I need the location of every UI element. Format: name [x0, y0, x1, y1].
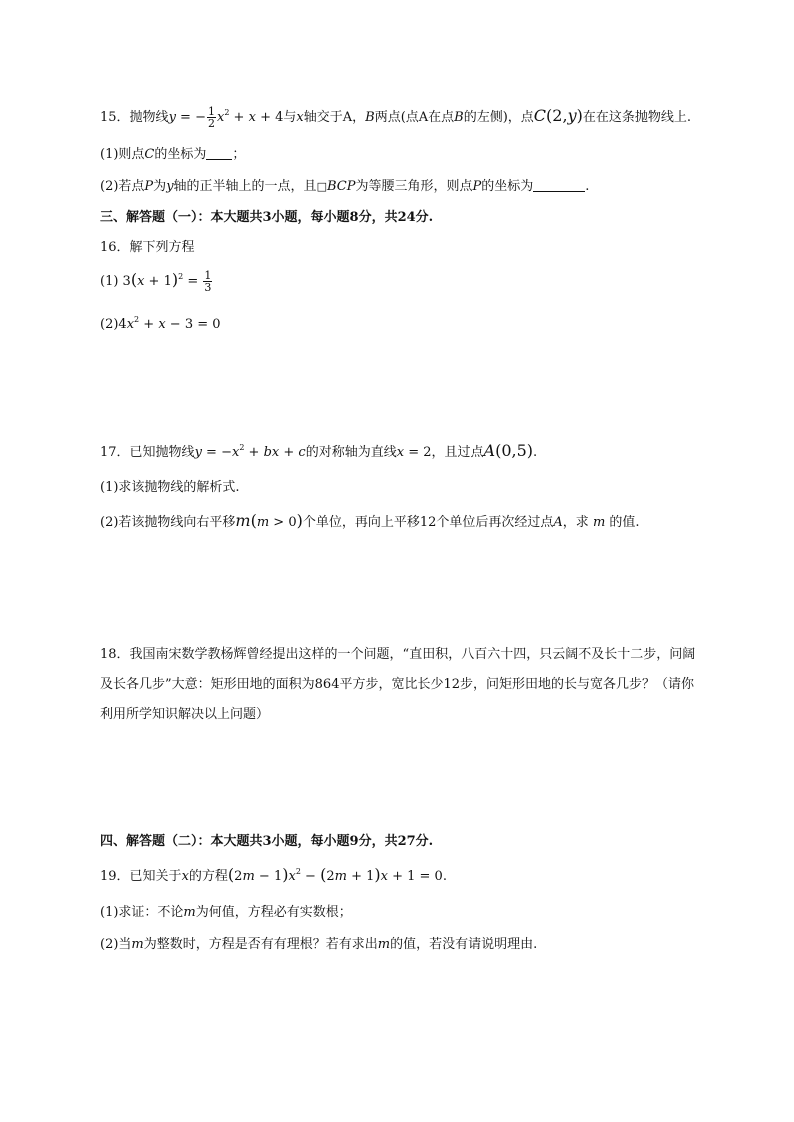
answer-blank[interactable] — [206, 147, 232, 160]
question-17-line: 17．已知抛物线$y = -x^2$ + bx + c的对称轴为直线x = 2，且过点A(0,5). — [100, 441, 538, 460]
question-16-part-1: (1) $3(x + 1)^2$ = $\frac{1}{3}$ — [100, 269, 212, 294]
fraction: $\frac{1}{3}$ — [204, 269, 212, 294]
section-4-heading: 四、解答题（二）：本大题共3小题，每小题9分，共27分. — [100, 834, 434, 849]
question-19-part-1: (1)求证：不论m为何值，方程必有实数根； — [100, 905, 352, 920]
question-16-part-2: $(2)4x^2 + x - 3 = 0$ — [100, 315, 221, 332]
section-3-heading: 三、解答题（一）：本大题共3小题，每小题8分，共24分. — [100, 210, 434, 225]
question-19-line: 19．已知关于x的方程$(2m - 1)x^2 - (2m + 1)x + 1 = 0$. — [100, 865, 447, 884]
question-19-part-2: (2)当m为整数时，方程是否有有理根？若有求出m的值，若没有请说明理由. — [100, 937, 538, 952]
question-17-part-2: (2)若该抛物线向右平移m(m > 0)个单位，再向上平移12个单位后再次经过点A，求 m 的值. — [100, 511, 640, 530]
answer-blank[interactable] — [533, 179, 585, 192]
fraction: $\frac{1}{2}$ — [207, 105, 215, 130]
question-18-text: 18．我国南宋数学教杨辉曾经提出这样的一个问题，“直田积，八百六十四，只云阔不及长十二步，问阔及长各几步”大意：矩形田地的面积为864平方步，宽比长少12步，问矩形田地的长与宽各几步？（请你利用所学知识解决以上问题） — [100, 647, 696, 722]
question-17-part-1: (1)求该抛物线的解析式. — [100, 480, 240, 495]
question-16-line: 16．解下列方程 — [100, 240, 195, 255]
question-15-part-2: (2)若点P为y轴的正半轴上的一点，且□BCP为等腰三角形，则点P的坐标为 . — [100, 179, 590, 194]
question-15-line: 15．抛物线y = − $\frac{1}{2}$ $x^2 + x + 4$与x轴交于A，B两点(点A在点B的左侧)，点C(2,y)在在这条抛物线上. — [100, 105, 691, 130]
question-15-part-1: (1)则点C的坐标为 ； — [100, 147, 246, 162]
question-number: 15． — [100, 110, 130, 125]
